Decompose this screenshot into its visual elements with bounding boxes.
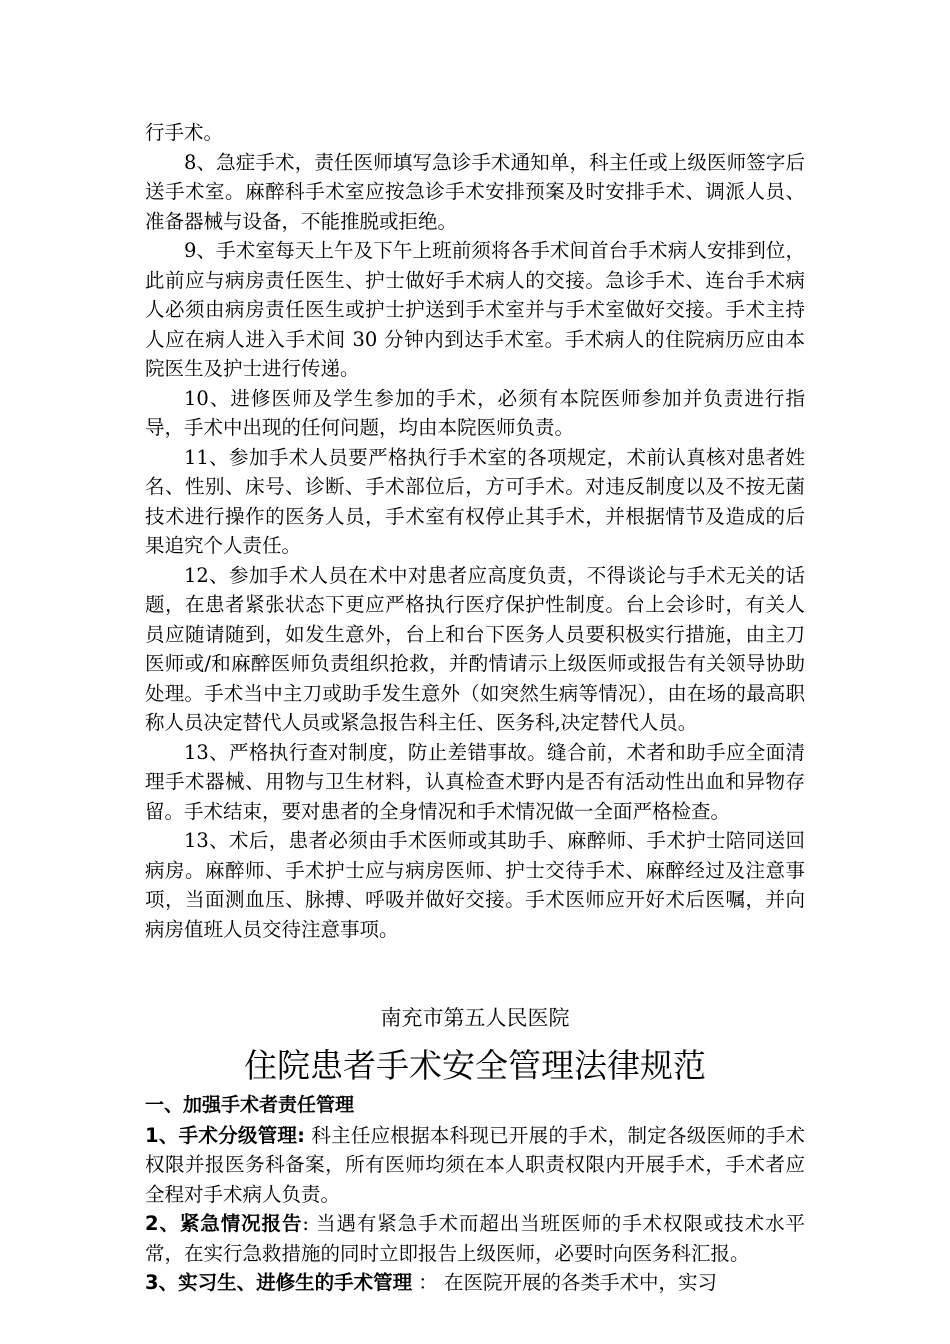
item-1-title: 1、手术分级管理: (145, 1123, 305, 1147)
item-3 (145, 1268, 805, 1298)
hospital-name: 南充市第五人民医院 (380, 1006, 570, 1030)
paragraph-rule-13b: 13、术后，患者必须由手术医师或其助手、麻醉师、手术护士陪同送回病房。麻醉师、手术护士应与病房医师、护士交待手术、麻醉经过及注意事项，当面测血压、脉搏、呼吸并做好交接。手术医师应开好术后医嘱，并向病房值班人员交待注意事项。 (145, 829, 805, 941)
item-1 (145, 1121, 805, 1210)
paragraph-rule-8: 8、急症手术，责任医师填写急诊手术通知单，科主任或上级医师签字后送手术室。麻醉科手术室应按急诊手术安排预案及时安排手术、调派人员、准备器械与设备，不能推脱或拒绝。 (145, 150, 805, 233)
paragraph-rule-9: 9、手术室每天上午及下午上班前须将各手术间首台手术病人安排到位，此前应与病房责任医生、护士做好手术病人的交接。急诊手术、连台手术病人必须由病房责任医生或护士护送到手术室并与手术室做好交接。手术主持人应在病人进入手术间 30 分钟内到达手术室。手术病人的住院病历应由本院医生及护士进行传递。 (145, 239, 805, 380)
section-heading: 一、加强手术者责任管理 (145, 1094, 355, 1116)
paragraph-rule-10: 10、进修医师及学生参加的手术，必须有本院医师参加并负责进行指导，手术中出现的任何问题，均由本院医师负责。 (145, 386, 805, 439)
paragraph-rule-12: 12、参加手术人员在术中对患者应高度负责，不得谈论与手术无关的话题，在患者紧张状态下更应严格执行医疗保护性制度。台上会诊时，有关人员应随请随到，如发生意外，台上和台下医务人员要积极实行措施，由主刀医师或/和麻醉医师负责组织抢救，并酌情请示上级医师或报告有关领导协助处理。手术当中主刀或助手发生意外（如突然生病等情况），由在场的最高职称人员决定替代人员或紧急报告科主任、医务科,决定替代人员。 (145, 563, 805, 734)
document-title: 住院患者手术安全管理法律规范 (244, 1046, 706, 1085)
item-2-title: 2、紧急情况报告 (145, 1212, 303, 1235)
item-2-body: : 当遇有紧急手术而超出当班医师的手术权限或技术水平常，在实行急救措施的同时立即报告上级医师，必要时向医务科汇报。 (145, 1212, 805, 1265)
paragraph-continuation: 行手术。 (145, 121, 224, 144)
section-gap (145, 944, 805, 1001)
paragraph-rule-11: 11、参加手术人员要严格执行手术室的各项规定，术前认真核对患者姓名、性别、床号、诊断、手术部位后，方可手术。对违反制度以及不按无菌技术进行操作的医务人员，手术室有权停止其手术，并根据情节及造成的后果追究个人责任。 (145, 445, 805, 557)
item-3-title: 3、实习生、进修生的手术管理 (145, 1271, 413, 1294)
document-page (145, 118, 805, 1298)
item-2 (145, 1209, 805, 1268)
paragraph-rule-13a: 13、严格执行查对制度，防止差错事故。缝合前，术者和助手应全面清理手术器械、用物与卫生材料，认真检查术野内是否有活动性出血和异物存留。手术结束，要对患者的全身情况和手术情况做一全面严格检查。 (145, 740, 805, 823)
item-1-body: 科主任应根据本科现已开展的手术，制定各级医师的手术权限并报医务科备案，所有医师均须在本人职责权限内开展手术，手术者应全程对手术病人负责。 (145, 1123, 806, 1206)
item-3-body: ： 在医院开展的各类手术中，实习 (412, 1271, 717, 1294)
